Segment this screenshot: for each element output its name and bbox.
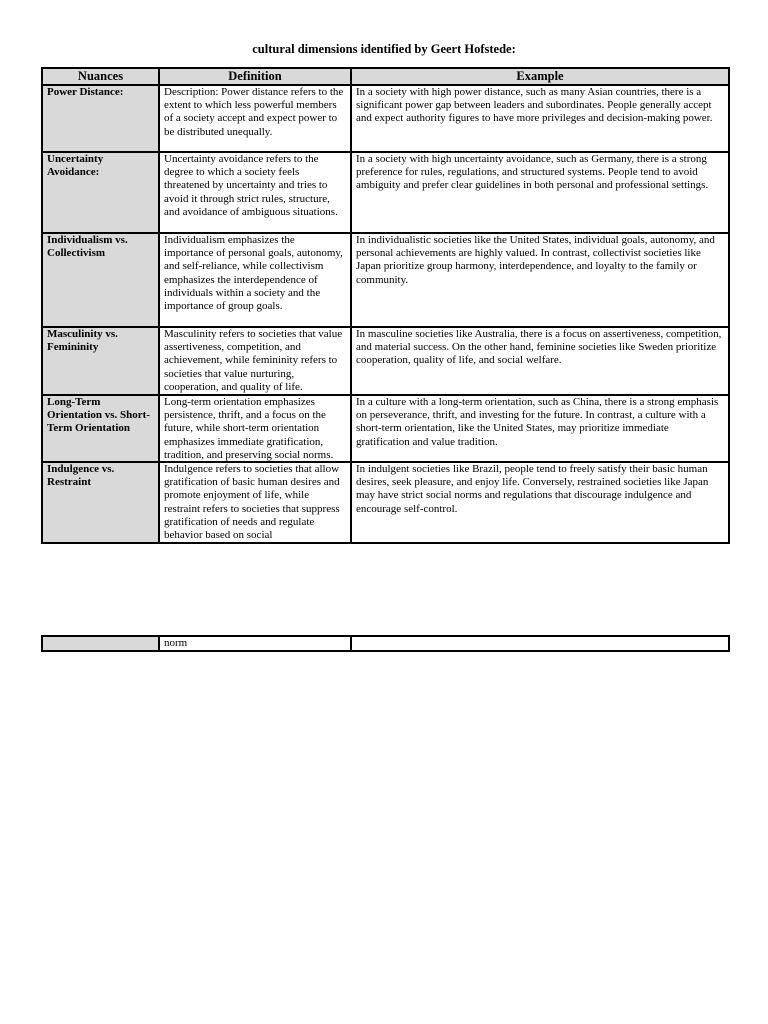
definition-cell	[159, 327, 351, 395]
header-definition: Definition	[159, 68, 351, 85]
continuation-table	[41, 635, 730, 652]
example-cell	[351, 85, 729, 152]
example-text: In a culture with a long-term orientation, such as China, there is a strong emphasis on perseverance, thrift, and investing for the future. In contrast, a culture with a short-term orientation, like the United States, may prioritize immediate gratification and value tradition.	[356, 396, 719, 448]
definition-cell	[159, 395, 351, 462]
nuance-cell	[42, 85, 159, 152]
example-cell	[351, 636, 729, 651]
nuance-text: Power Distance:	[47, 86, 124, 98]
example-text: In a society with high power distance, such as many Asian countries, there is a significant power gap between leaders and subordinates. People generally accept and expect authority figures to have more privileges and decision-making power.	[356, 86, 713, 125]
nuance-cell	[42, 233, 159, 327]
example-cell	[351, 462, 729, 543]
example-cell	[351, 395, 729, 462]
example-text: In masculine societies like Australia, there is a focus on assertiveness, competition, and material success. On the other hand, feminine societies like Sweden prioritize cooperation, quality of life, and social welfare.	[356, 328, 722, 367]
definition-cell	[159, 152, 351, 233]
example-cell	[351, 233, 729, 327]
definition-cell	[159, 85, 351, 152]
nuance-text: Individualism vs. Collectivism	[47, 234, 128, 260]
example-text: In individualistic societies like the United States, individual goals, autonomy, and personal achievements are highly valued. In contrast, collectivist societies like Japan prioritize group harmony, interdependence, and loyalty to the family or community.	[356, 234, 715, 286]
header-example: Example	[351, 68, 729, 85]
nuance-text: Uncertainty Avoidance:	[47, 153, 104, 179]
nuance-cell	[42, 395, 159, 462]
nuance-text: Indulgence vs. Restraint	[47, 463, 115, 489]
example-cell	[351, 152, 729, 233]
nuance-cell	[42, 462, 159, 543]
nuance-cell	[42, 327, 159, 395]
table-row	[42, 85, 729, 152]
definition-text: Masculinity refers to societies that value assertiveness, competition, and achievement, while femininity refers to societies that value nurturing, cooperation, and quality of life.	[164, 328, 343, 393]
definition-text: Individualism emphasizes the importance of personal goals, autonomy, and self-reliance, while collectivism emphasizes the interdependence of individuals within a society and the importance of group goals.	[164, 234, 343, 313]
definition-text: Long-term orientation emphasizes persistence, thrift, and a focus on the future, while short-term orientation emphasizes immediate gratification, tradition, and preserving social norms.	[164, 396, 334, 461]
definition-cell: norm	[159, 636, 351, 651]
table-row	[42, 462, 729, 543]
table-header-row	[42, 68, 729, 85]
table-row	[42, 395, 729, 462]
example-text: In indulgent societies like Brazil, people tend to freely satisfy their basic human desires, seek pleasure, and enjoy life. Conversely, restrained societies like Japan may have strict social norms and regulations that discourage indulgence and encourage self-control.	[356, 463, 709, 515]
nuance-text: Long-Term Orientation vs. Short-Term Orientation	[47, 396, 150, 435]
nuance-cell	[42, 152, 159, 233]
table-row	[42, 636, 729, 651]
example-cell	[351, 327, 729, 395]
table-row	[42, 327, 729, 395]
header-nuances: Nuances	[42, 68, 159, 85]
example-text: In a society with high uncertainty avoidance, such as Germany, there is a strong preference for rules, regulations, and structured systems. People tend to avoid ambiguity and prefer clear guidelines in both personal and professional settings.	[356, 153, 709, 192]
nuance-text: Masculinity vs. Femininity	[47, 328, 118, 354]
definition-text: Indulgence refers to societies that allow gratification of basic human desires and promote enjoyment of life, while restraint refers to societies that suppress gratification of needs and regulate behavior based on social	[164, 463, 340, 542]
page-title: cultural dimensions identified by Geert Hofstede:	[252, 42, 516, 56]
hofstede-table	[41, 67, 730, 544]
definition-cell	[159, 233, 351, 327]
nuance-cell	[42, 636, 159, 651]
definition-cell	[159, 462, 351, 543]
table-row	[42, 233, 729, 327]
definition-text: Description: Power distance refers to the extent to which less powerful members of a society accept and expect power to be distributed unequally.	[164, 86, 344, 138]
definition-text: Uncertainty avoidance refers to the degree to which a society feels threatened by uncertainty and tries to avoid it through strict rules, structure, and avoidance of ambiguous situations.	[164, 153, 338, 218]
table-row	[42, 152, 729, 233]
